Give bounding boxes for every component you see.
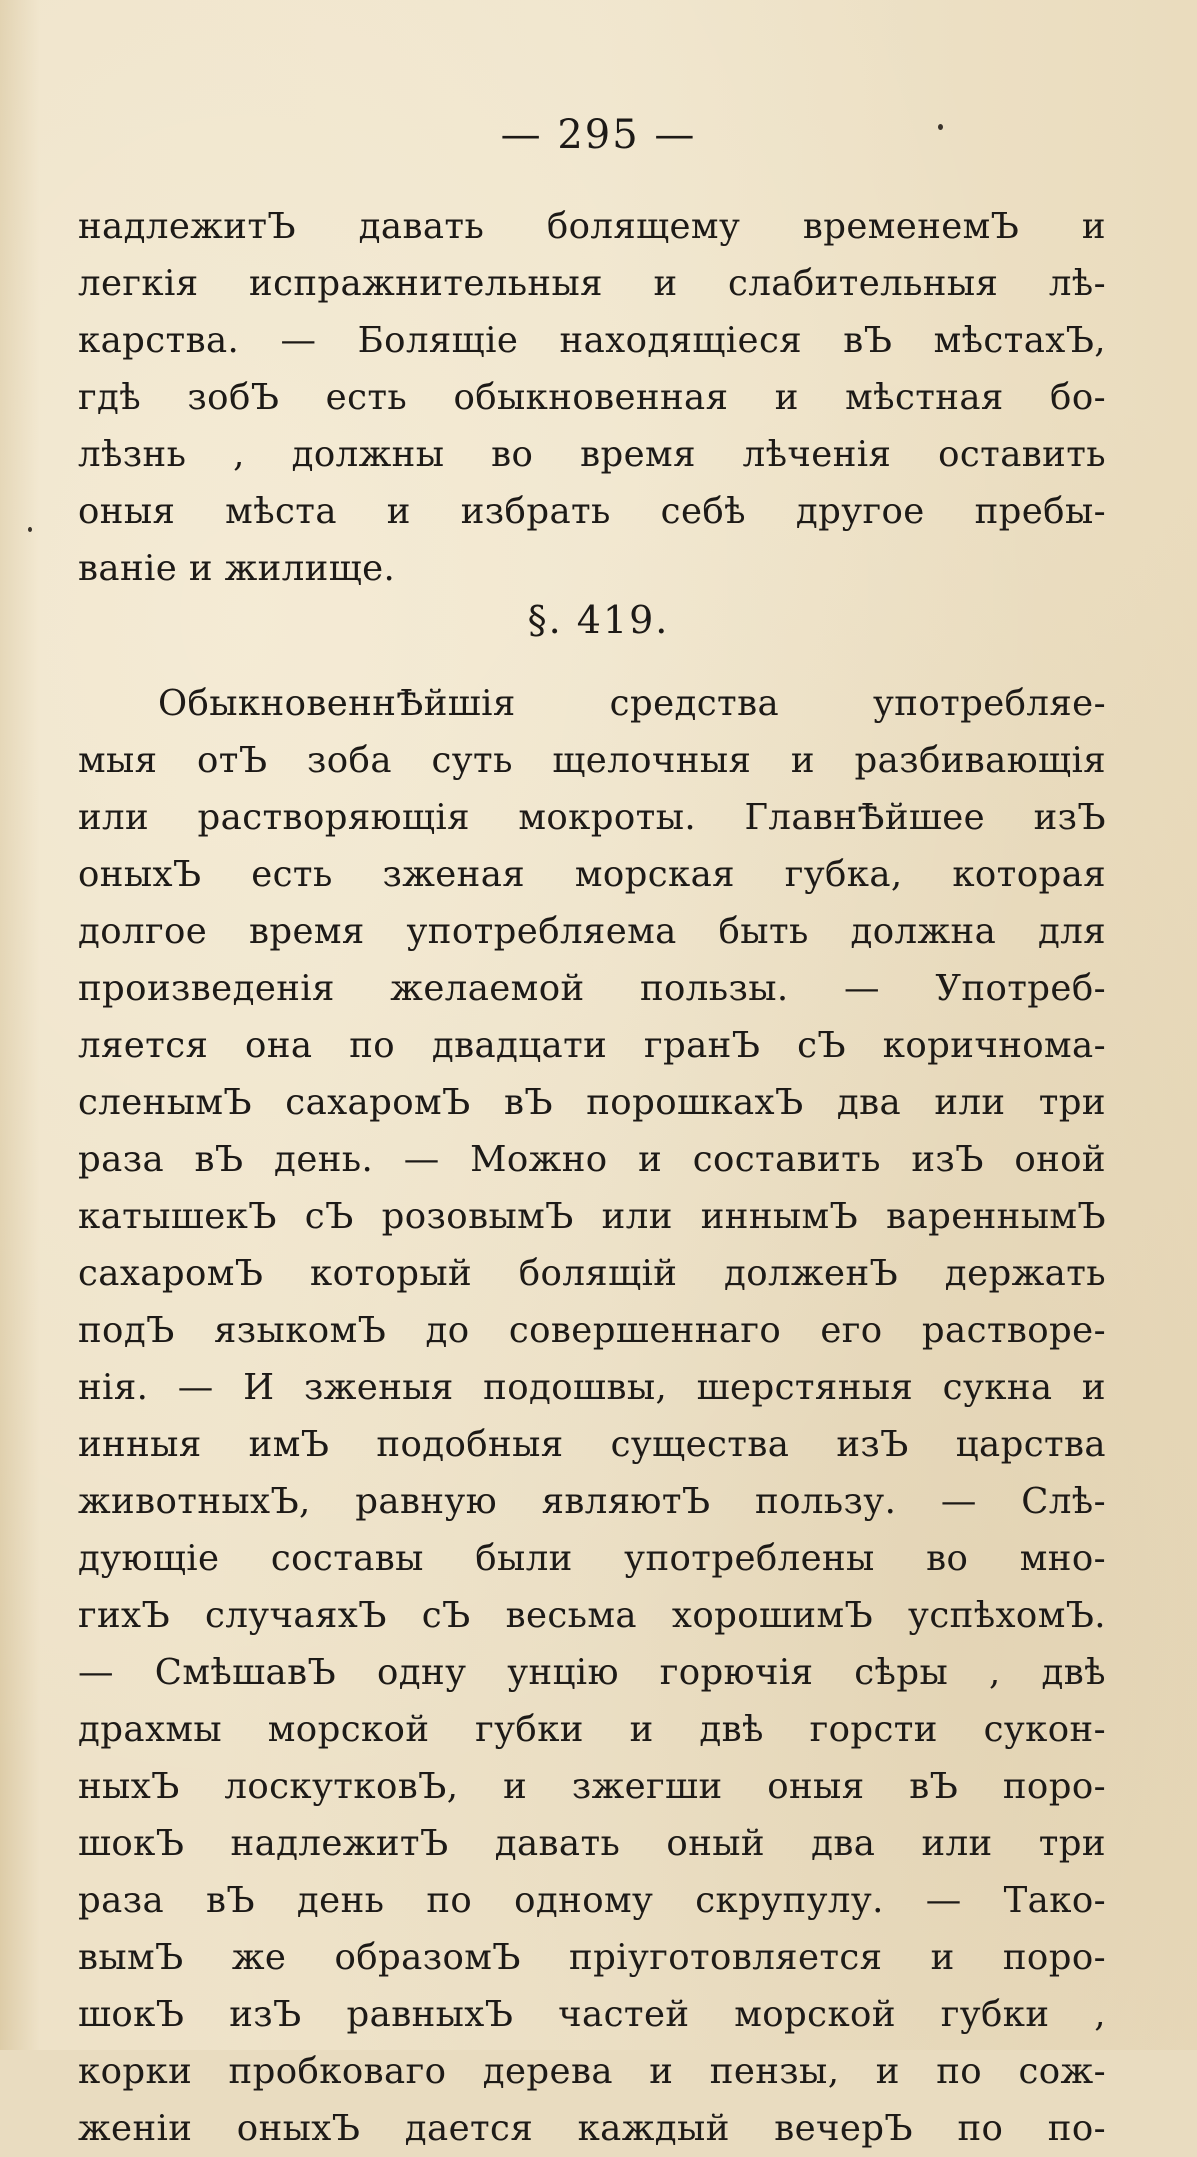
text-line: легкія испражнительныя и слабительныя лѣ- <box>78 263 1106 304</box>
text-line: катышекЪ сЪ розовымЪ или иннымЪ вареннымЪ <box>78 1196 1106 1237</box>
text-line: вымЪ же образомЪ пріуготовляется и поро- <box>78 1937 1106 1978</box>
text-line: надлежитЪ давать болящему временемЪ и <box>78 206 1106 247</box>
text-line: сленымЪ сахаромЪ вЪ порошкахЪ два или три <box>78 1082 1106 1123</box>
text-line: мыя отЪ зоба суть щелочныя и разбивающія <box>78 740 1106 781</box>
text-line: ОбыкновеннѢйшія средства употребляе- <box>158 683 1106 724</box>
page-number: — 295 — <box>500 112 697 158</box>
text-line: — СмѣшавЪ одну унцію горючія сѣры , двѣ <box>78 1652 1106 1693</box>
text-line: гихЪ случаяхЪ сЪ весьма хорошимЪ успѣхомЪ. <box>78 1595 1106 1636</box>
text-line: оныхЪ есть зженая морская губка, которая <box>78 854 1106 895</box>
text-line: долгое время употребляема быть должна для <box>78 911 1106 952</box>
text-line: оныя мѣста и избрать себѣ другое пребы- <box>78 491 1106 532</box>
text-line: дующіе составы были употреблены во мно- <box>78 1538 1106 1579</box>
text-line: подЪ языкомЪ до совершеннаго его растворе- <box>78 1310 1106 1351</box>
text-line: произведенія желаемой пользы. — Употреб- <box>78 968 1106 1009</box>
text-line: драхмы морской губки и двѣ горсти сукон- <box>78 1709 1106 1750</box>
text-line: шокЪ изЪ равныхЪ частей морской губки , <box>78 1994 1106 2035</box>
text-line: гдѣ зобЪ есть обыкновенная и мѣстная бо- <box>78 377 1106 418</box>
text-line: женіи оныхЪ дается каждый вечерЪ по по- <box>78 2108 1106 2149</box>
paragraph-1 <box>78 198 1106 597</box>
section-heading: §. 419. <box>527 598 670 642</box>
text-line: ваніе и жилище. <box>78 548 396 589</box>
text-line: шокЪ надлежитЪ давать оный два или три <box>78 1823 1106 1864</box>
text-line: или растворяющія мокроты. ГлавнѢйшее изЪ <box>78 797 1106 838</box>
text-line: корки пробковаго дерева и пензы, и по сож- <box>78 2051 1106 2092</box>
text-line: нія. — И зженыя подошвы, шерстяныя сукна и <box>78 1367 1106 1408</box>
ink-speck <box>938 124 943 130</box>
text-line: инныя имЪ подобныя существа изЪ царства <box>78 1424 1106 1465</box>
text-line: животныхЪ, равную являютЪ пользу. — Слѣ- <box>78 1481 1106 1522</box>
ink-speck <box>28 527 32 532</box>
text-line: сахаромЪ который болящій долженЪ держать <box>78 1253 1106 1294</box>
text-line: раза вЪ день. — Можно и составить изЪ оной <box>78 1139 1106 1180</box>
paragraph-2 <box>78 675 1106 2157</box>
text-line: ляется она по двадцати гранЪ сЪ коричнома- <box>78 1025 1106 1066</box>
text-line: карства. — Болящіе находящіеся вЪ мѣстахЪ, <box>78 320 1106 361</box>
text-line: раза вЪ день по одному скрупулу. — Тако- <box>78 1880 1106 1921</box>
text-line: ныхЪ лоскутковЪ, и зжегши оныя вЪ поро- <box>78 1766 1106 1807</box>
text-line: лѣзнь , должны во время лѣченія оставить <box>78 434 1106 475</box>
